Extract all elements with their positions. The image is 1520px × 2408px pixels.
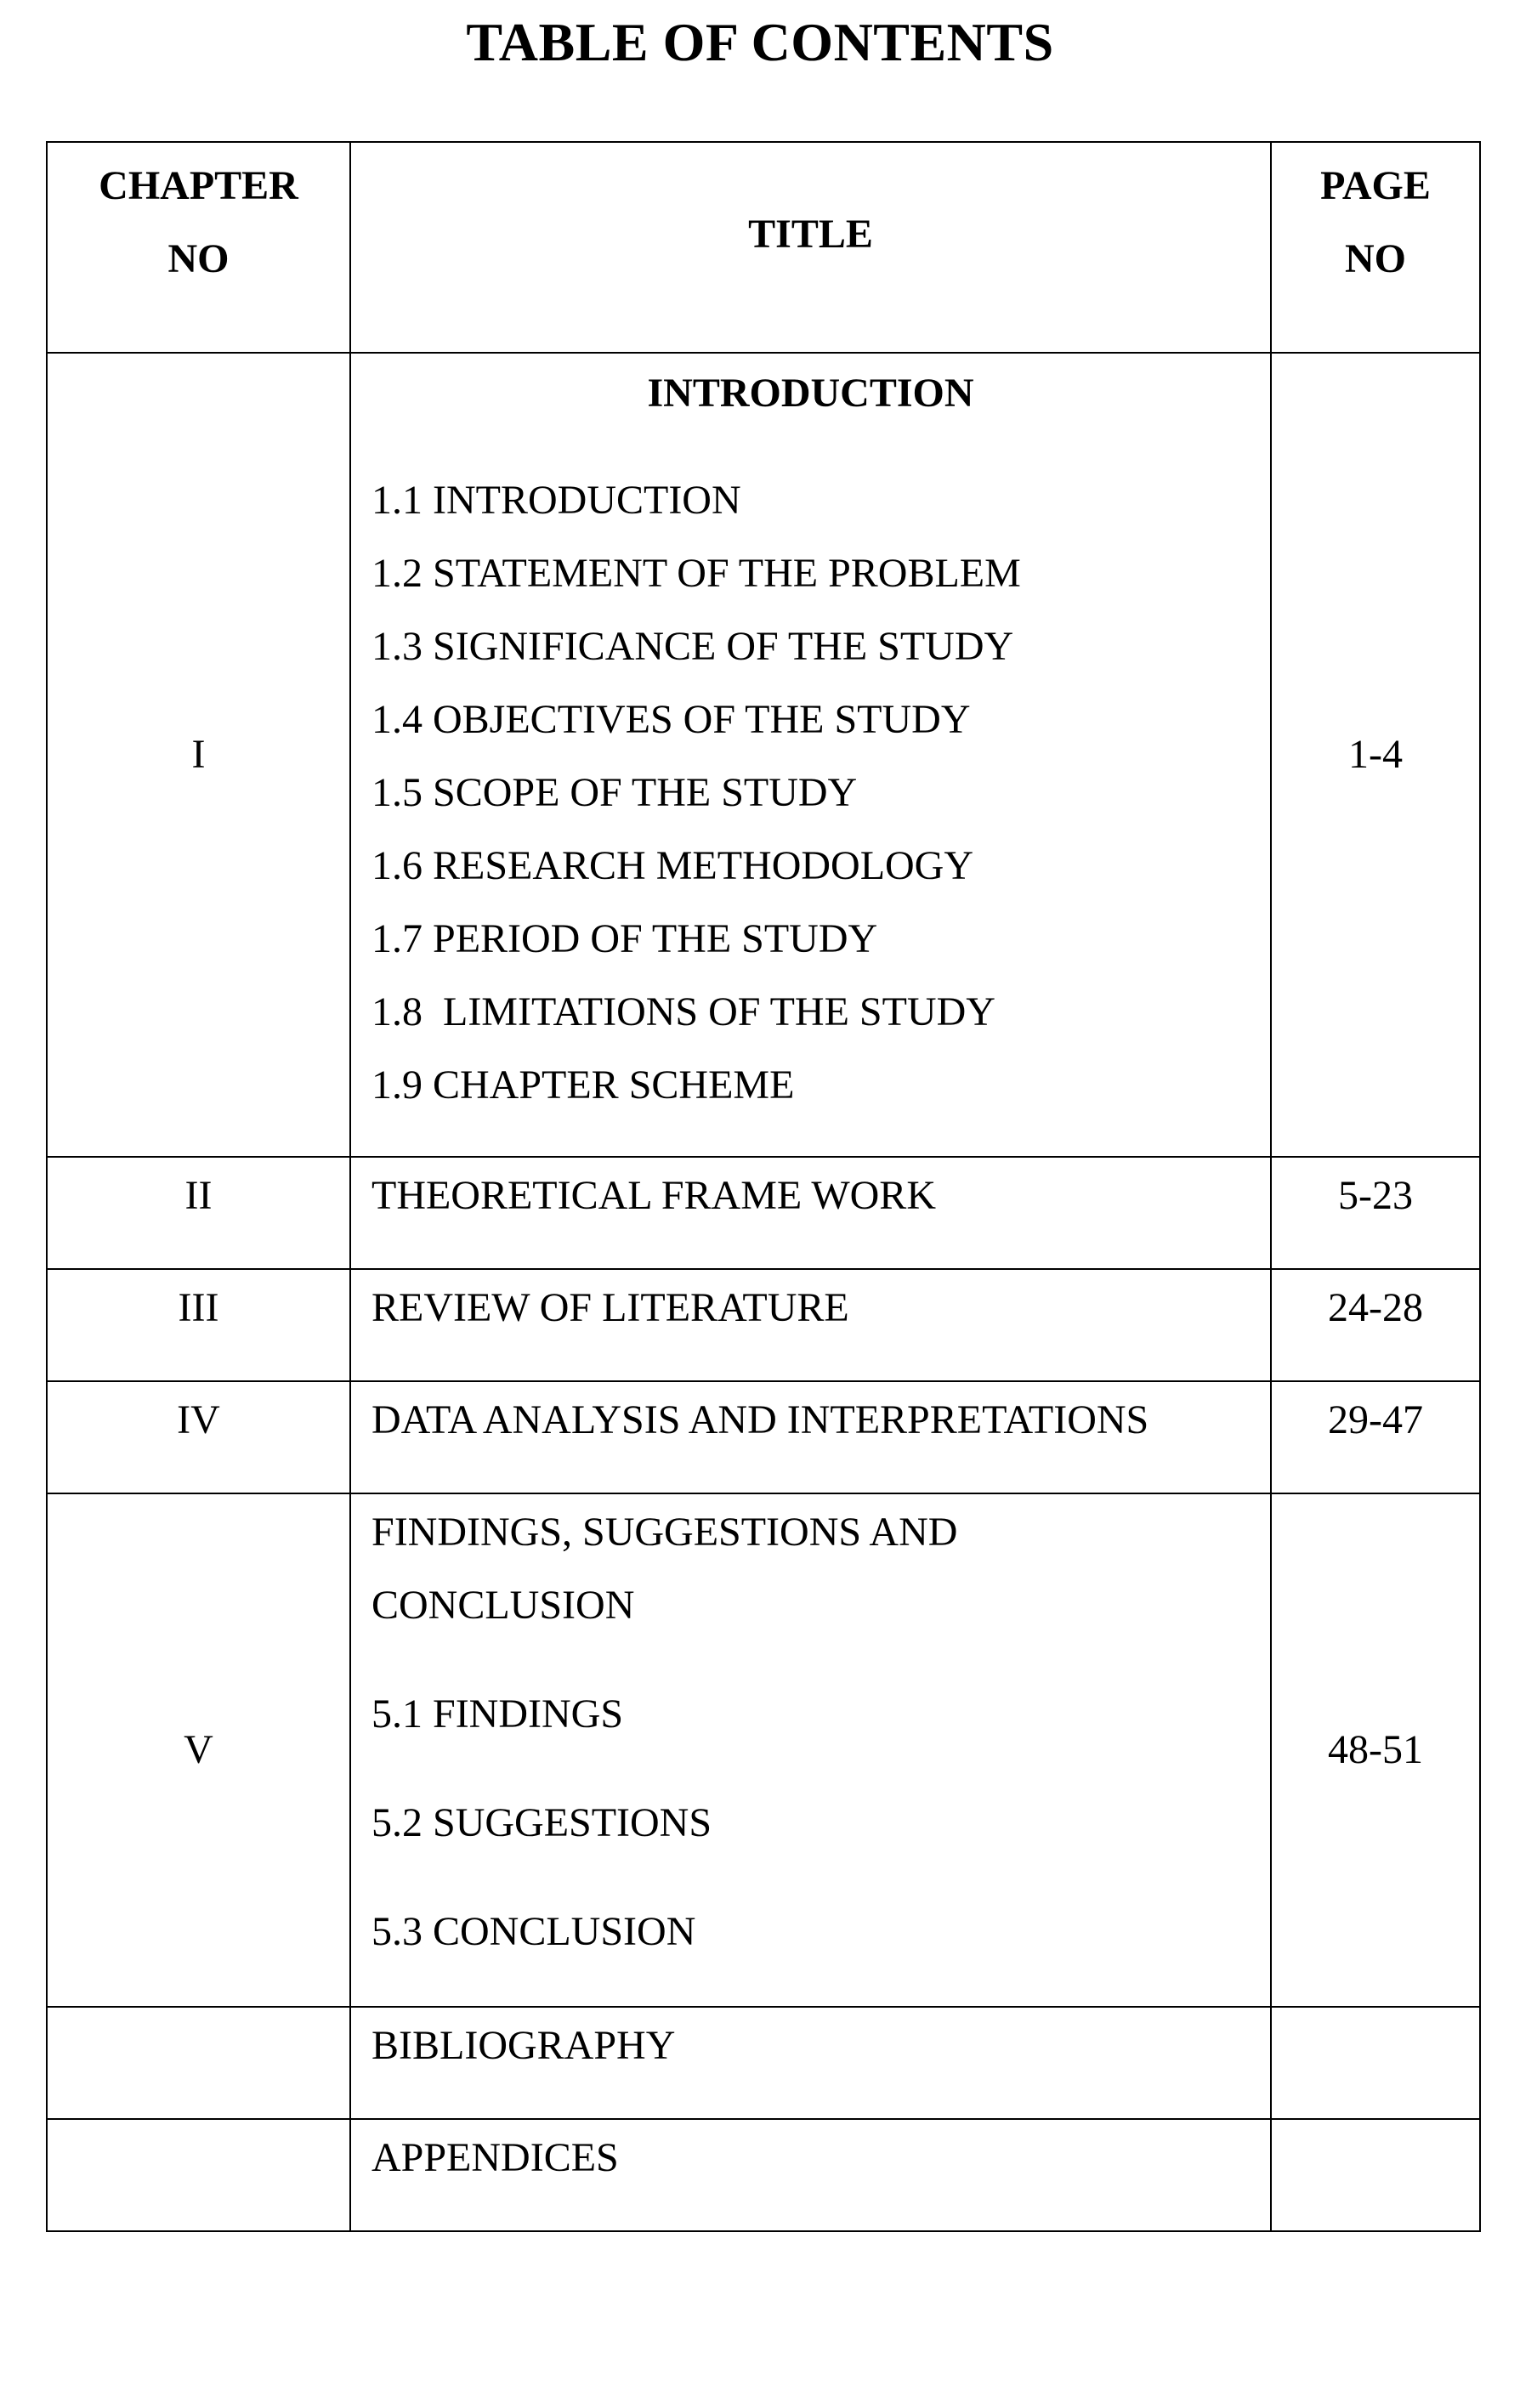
- chapter-title-cell: [350, 353, 1271, 1157]
- section-item: 1.8 LIMITATIONS OF THE STUDY: [371, 989, 995, 1034]
- table-row: [47, 2007, 1480, 2119]
- header-title: TITLE: [350, 142, 1271, 353]
- section-item: 1.2 STATEMENT OF THE PROBLEM: [371, 551, 1021, 596]
- section-item: 5.2 SUGGESTIONS: [371, 1800, 712, 1845]
- section-item: 5.3 CONCLUSION: [371, 1909, 696, 1954]
- table-header-row: [47, 142, 1480, 353]
- page-range: [1271, 2119, 1480, 2231]
- chapter-title: REVIEW OF LITERATURE: [350, 1269, 1271, 1381]
- page-range: [1271, 2007, 1480, 2119]
- table-row: [47, 2119, 1480, 2231]
- section-item: 1.9 CHAPTER SCHEME: [371, 1062, 795, 1108]
- chapter-title: DATA ANALYSIS AND INTERPRETATIONS: [350, 1381, 1271, 1493]
- table-row: [47, 1157, 1480, 1269]
- section-item: 1.1 INTRODUCTION: [371, 478, 741, 523]
- page-range: 29-47: [1271, 1381, 1480, 1493]
- header-page-no: [1271, 142, 1480, 353]
- section-item: 1.6 RESEARCH METHODOLOGY: [371, 843, 973, 888]
- chapter-title-cell: [350, 1493, 1271, 2007]
- table-row: [47, 353, 1480, 1157]
- contents-table: [46, 141, 1481, 2232]
- chapter-title-line: FINDINGS, SUGGESTIONS AND: [371, 1510, 958, 1555]
- header-page-label: PAGE: [1320, 163, 1431, 208]
- page-range: 48-51: [1271, 1493, 1480, 2007]
- header-page-no-label: NO: [1345, 236, 1406, 281]
- page-range: 24-28: [1271, 1269, 1480, 1381]
- table-row: [47, 1381, 1480, 1493]
- chapter-title: APPENDICES: [350, 2119, 1271, 2231]
- table-row: [47, 1269, 1480, 1381]
- chapter-number: III: [47, 1269, 350, 1381]
- section-item: 1.5 SCOPE OF THE STUDY: [371, 770, 858, 815]
- chapter-number: II: [47, 1157, 350, 1269]
- chapter-title-line: CONCLUSION: [371, 1583, 635, 1628]
- section-item: 1.3 SIGNIFICANCE OF THE STUDY: [371, 624, 1014, 669]
- page-range: 5-23: [1271, 1157, 1480, 1269]
- header-chapter-no: [47, 142, 350, 353]
- chapter-number: I: [47, 353, 350, 1157]
- page-title: TABLE OF CONTENTS: [466, 12, 1054, 72]
- chapter-number: [47, 2007, 350, 2119]
- chapter-number: V: [47, 1493, 350, 2007]
- chapter-title: BIBLIOGRAPHY: [350, 2007, 1271, 2119]
- section-item: 5.1 FINDINGS: [371, 1691, 624, 1737]
- chapter-title: THEORETICAL FRAME WORK: [350, 1157, 1271, 1269]
- chapter-number: [47, 2119, 350, 2231]
- section-item: 1.7 PERIOD OF THE STUDY: [371, 916, 878, 961]
- header-chapter-no-label: NO: [167, 236, 230, 281]
- header-chapter-label: CHAPTER: [99, 163, 298, 208]
- page-range: 1-4: [1271, 353, 1480, 1157]
- chapter-number: IV: [47, 1381, 350, 1493]
- chapter-heading: INTRODUCTION: [647, 371, 974, 416]
- section-item: 1.4 OBJECTIVES OF THE STUDY: [371, 697, 971, 742]
- table-row: [47, 1493, 1480, 2007]
